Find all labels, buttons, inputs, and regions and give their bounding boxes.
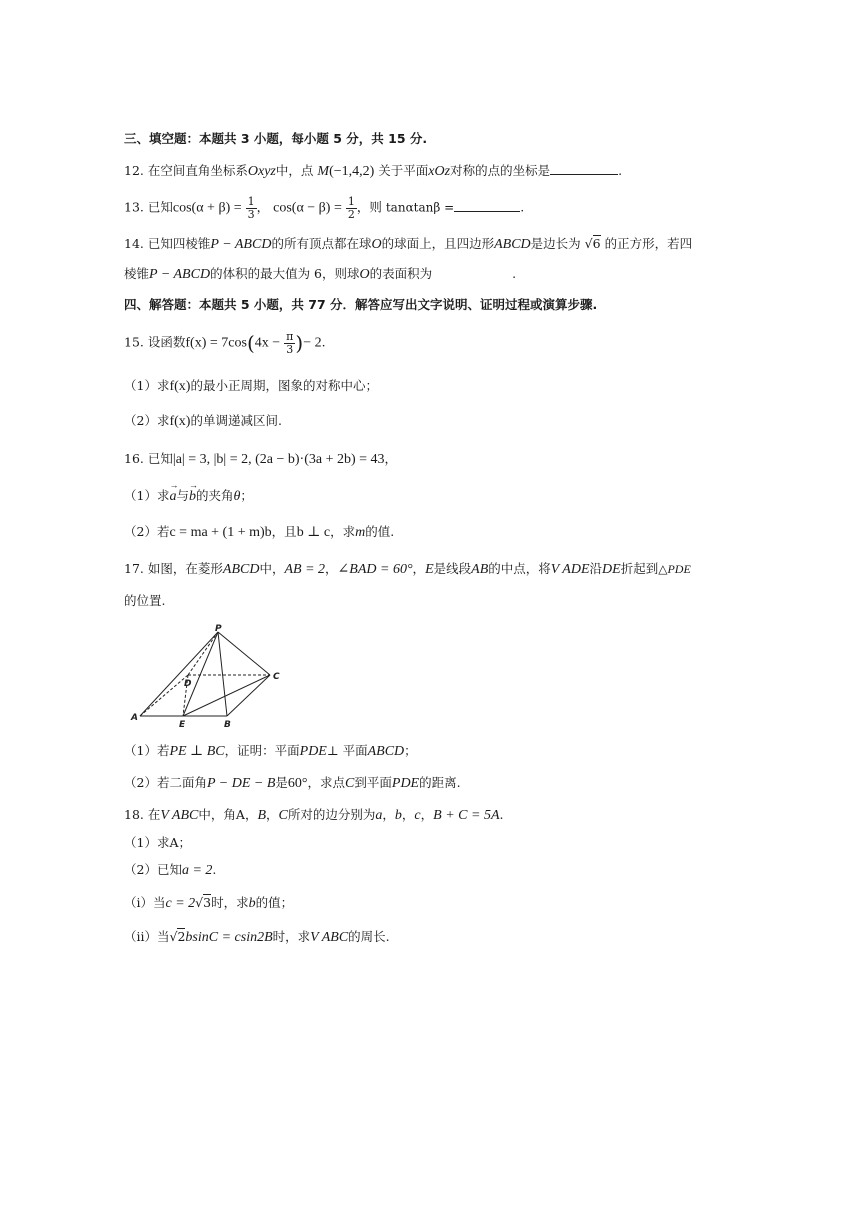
q18-part-ii-triangle: V ABC — [310, 930, 349, 945]
q16-part-2-expr: c = ma + (1 + m)b — [169, 525, 272, 540]
q18-angle-a: A — [235, 807, 245, 822]
question-15: 15. 设函数f(x) = 7cos(4x − $\frac{\pi}{3}$ )− 2. — [124, 329, 326, 356]
q17-de: DE — [602, 562, 621, 577]
q16-condition: |a| = 3, |b| = 2, (2a − b)·(3a + 2b) = 43 — [172, 452, 385, 467]
q18-side-b: b — [394, 808, 402, 823]
q17-part-1-perp: ⊥ 平面 — [326, 743, 368, 758]
section-4-heading: 四、解答题：本题共 5 小题，共 77 分．解答应写出文字说明、证明过程或演算步骤. — [124, 297, 598, 312]
q17-part-2-point: C — [345, 776, 355, 791]
q17-tri-pde: △PDE — [658, 562, 691, 576]
label-d: D — [184, 679, 192, 689]
q17-part-1-end: ； — [404, 743, 417, 758]
q18-part-ii-sqrt: √2 — [169, 929, 186, 944]
q12-plane: xOz — [428, 164, 451, 179]
q18-part-2-end: . — [212, 862, 217, 877]
q17-text-d: ， — [412, 561, 426, 576]
q18-part-2-ii — [124, 929, 390, 947]
q17-part-2-text-b: 是 — [275, 775, 288, 790]
q18-text-a: 在 — [147, 807, 161, 822]
q18-angle-b: B — [257, 808, 267, 823]
q15-part-1 — [124, 378, 378, 396]
q13-sep: ， — [256, 199, 270, 215]
q17-tri-ade: V ADE — [550, 562, 590, 577]
q14-pyramid: P − ABCD — [210, 237, 272, 252]
q16-number: 16. — [124, 451, 144, 466]
q17-part-2-text-d: 到平面 — [354, 775, 392, 790]
q17-part-1-abcd: ABCD — [367, 744, 405, 759]
q18-part-ii-text: 时，求 — [272, 929, 311, 944]
q18-comma-3: ， — [382, 807, 395, 822]
q18-part-ii-label: （ⅱ）当 — [124, 929, 170, 944]
q15-part-2-label: （2）求 — [124, 413, 170, 428]
question-14-line-2 — [124, 266, 516, 284]
q18-part-2-label: （2）已知 — [124, 862, 182, 877]
q18-part-1 — [124, 835, 191, 851]
q17-part-2-plane: PDE — [391, 776, 420, 791]
q13-fraction-1: $\frac{1}{3}$ — [247, 195, 255, 221]
q17-part-1-text: ，证明：平面 — [224, 743, 300, 758]
pyramid-figure — [128, 624, 288, 730]
question-16 — [124, 451, 397, 469]
q15-end: . — [321, 334, 326, 350]
q12-number: 12. — [124, 163, 144, 178]
q14-sphere-o: O — [371, 237, 382, 252]
q13-end: . — [520, 199, 525, 215]
q14-text-a: 已知四棱锥 — [147, 236, 211, 251]
q14-pyramid-2: P − ABCD — [149, 267, 211, 282]
q18-part-2 — [124, 862, 216, 880]
q17-e: E — [425, 562, 434, 577]
q14-text-d: 是边长为 — [530, 236, 581, 251]
q14-quad: ABCD — [494, 237, 531, 252]
q17-part-2 — [124, 775, 461, 793]
edge-cp — [218, 632, 270, 675]
q17-text-h: 折起到 — [620, 561, 659, 576]
q17-part-1-label: （1）若 — [124, 743, 170, 758]
edge-bc — [227, 675, 270, 716]
q18-text-c: 所对的边分别为 — [287, 807, 376, 822]
q15-part-1-label: （1）求 — [124, 378, 170, 393]
q16-m: m — [355, 525, 366, 540]
q16-part-2-tail: 的值. — [365, 524, 395, 539]
q18-comma-1: ， — [244, 807, 258, 822]
q17-ab: AB = 2 — [284, 562, 326, 577]
q17-part-1 — [124, 743, 417, 761]
q12-text-d: 对称的点的坐标是 — [450, 163, 551, 178]
q18-comma-5: ， — [420, 807, 434, 822]
q18-part-2-cond: a = 2 — [181, 863, 213, 878]
q16-part-2-perp: b ⊥ c — [296, 525, 331, 540]
label-b: B — [224, 720, 231, 730]
q12-text-b: 中，点 — [275, 163, 314, 178]
q16-part-2-end: ，求 — [330, 524, 356, 539]
q15-argument: 4x − — [254, 335, 281, 351]
q12-sys: Oxyz — [247, 164, 276, 179]
q14-text-f: 棱锥 — [124, 266, 150, 281]
q18-end: . — [499, 807, 504, 822]
q13-expr1: cos(α + β) = — [172, 200, 242, 216]
q13-text-a: 已知 — [147, 199, 173, 215]
q18-part-2-i — [124, 895, 293, 913]
q16-part-2-mid: ，且 — [271, 524, 297, 539]
q18-part-i-label: （ⅰ）当 — [124, 895, 166, 910]
label-c: C — [273, 672, 280, 682]
q12-end: . — [618, 163, 623, 178]
q12-text-a: 在空间直角坐标系 — [147, 163, 248, 178]
q15-tail: − 2 — [303, 335, 322, 351]
q16-vector-b: → b — [189, 488, 196, 506]
q17-text-g: 沿 — [589, 561, 603, 576]
q18-part-ii-cond: bsinC = csin2B — [185, 930, 273, 945]
q13-text-b: ，则 — [356, 199, 382, 215]
edge-ad-dashed — [140, 675, 188, 716]
q18-part-1-end: ； — [178, 835, 191, 850]
q18-triangle: V ABC — [160, 808, 199, 823]
q17-text-c: ， — [325, 561, 338, 576]
q18-text-b: 中，角 — [198, 807, 236, 822]
q17-line-2: 的位置. — [124, 593, 166, 608]
q18-part-1-a: A — [169, 835, 179, 850]
q17-text-e: 是线段 — [433, 561, 472, 576]
q15-text-a: 设函数 — [147, 334, 186, 350]
q16-part-1-end: ； — [240, 488, 253, 503]
q15-part-2-text: 的单调递减区间. — [190, 413, 282, 428]
q18-part-i-text: 时，求 — [211, 895, 249, 910]
q18-side-a: a — [375, 808, 383, 823]
question-14-line-1 — [124, 236, 692, 254]
label-p: P — [215, 624, 222, 634]
q16-text-a: 已知 — [147, 451, 173, 466]
q13-answer-blank[interactable] — [454, 199, 520, 212]
label-e: E — [179, 720, 186, 730]
q16-part-1-label: （1）求 — [124, 488, 170, 503]
question-13 — [124, 196, 524, 220]
q17-rhombus: ABCD — [222, 562, 260, 577]
q12-text-c: 关于平面 — [378, 163, 429, 178]
q17-part-2-text-c: ，求点 — [307, 775, 346, 790]
q16-theta: θ — [233, 489, 241, 504]
edge-ap — [140, 632, 218, 716]
q14-text-h: 的表面积为 — [369, 266, 433, 281]
q17-seg: AB — [471, 562, 489, 577]
q15-part-1-text: 的最小正周期，图象的对称中心； — [190, 378, 378, 393]
q14-end: . — [512, 266, 517, 281]
q16-part-1 — [124, 488, 253, 506]
q18-condition: B + C = 5A — [433, 808, 500, 823]
question-17 — [124, 561, 691, 579]
question-12 — [124, 162, 622, 181]
edge-bp — [218, 632, 227, 716]
q17-part-1-cond: PE ⊥ BC — [169, 744, 225, 759]
q13-fraction-2: $\frac{1}{2}$ — [347, 195, 355, 221]
q15-part-2 — [124, 413, 282, 431]
q17-part-1-pde: PDE — [299, 744, 327, 759]
q17-text-f: 的中点，将 — [488, 561, 551, 576]
q16-part-2 — [124, 524, 394, 542]
q13-expr2: cos(α − β) = — [273, 200, 342, 216]
q14-text-g: 的体积的最大值为 6，则球 — [210, 266, 360, 281]
q17-number: 17. — [124, 561, 144, 576]
q17-part-2-label: （2）若二面角 — [124, 775, 207, 790]
q14-text-c: 的球面上，且四边形 — [381, 236, 495, 251]
q13-number: 13. — [124, 199, 144, 215]
q16-vector-a: → a — [169, 488, 176, 506]
q18-part-ii-end: 的周长. — [348, 929, 390, 944]
q17-text-a: 如图，在菱形 — [147, 561, 223, 576]
q12-point: M — [317, 164, 330, 179]
question-18 — [124, 807, 503, 825]
q16-part-1-mid: 与 — [176, 488, 189, 503]
q18-part-i-end: 的值； — [255, 895, 294, 910]
q18-part-i-cond: c = 2 — [165, 896, 196, 911]
q12-coords: (−1,4,2) — [329, 164, 375, 179]
q17-part-2-angle: P − DE − B — [206, 776, 276, 791]
q14-text-e: 的正方形，若四 — [604, 236, 693, 251]
q17-part-2-deg: 60° — [287, 776, 308, 791]
q18-part-1-label: （1）求 — [124, 835, 170, 850]
q15-function: f(x) = 7cos — [185, 335, 247, 351]
q18-side-c: c — [414, 808, 421, 823]
q14-sqrt: √6 — [584, 236, 601, 251]
q18-angle-c: C — [278, 808, 288, 823]
q16-part-2-label: （2）若 — [124, 524, 170, 539]
q15-pi-fraction: $\frac{\pi}{3}$ — [286, 329, 294, 356]
q17-angle: ∠BAD = 60° — [337, 562, 413, 577]
q16-end: ， — [384, 451, 398, 466]
q17-part-2-text-e: 的距离. — [419, 775, 461, 790]
q13-expr3: tanαtanβ = — [385, 200, 455, 215]
q15-number: 15. — [124, 334, 144, 350]
q16-part-1-text: 的夹角 — [195, 488, 234, 503]
q14-sphere-o-2: O — [359, 267, 370, 282]
section-3-heading: 三、填空题：本题共 3 小题，每小题 5 分，共 15 分. — [124, 131, 428, 146]
q18-part-i-b: b — [248, 896, 256, 911]
label-a: A — [131, 713, 138, 723]
q15-part-1-fx: f(x) — [169, 379, 191, 394]
q15-part-2-fx: f(x) — [169, 414, 191, 429]
q14-text-b: 的所有顶点都在球 — [271, 236, 372, 251]
q18-number: 18. — [124, 807, 144, 822]
q12-answer-blank[interactable] — [550, 162, 618, 175]
q14-number: 14. — [124, 236, 144, 251]
q18-part-i-sqrt: √3 — [195, 895, 212, 910]
q18-comma-4: ， — [401, 807, 415, 822]
q18-comma-2: ， — [266, 807, 279, 822]
q17-text-b: 中， — [259, 561, 285, 576]
